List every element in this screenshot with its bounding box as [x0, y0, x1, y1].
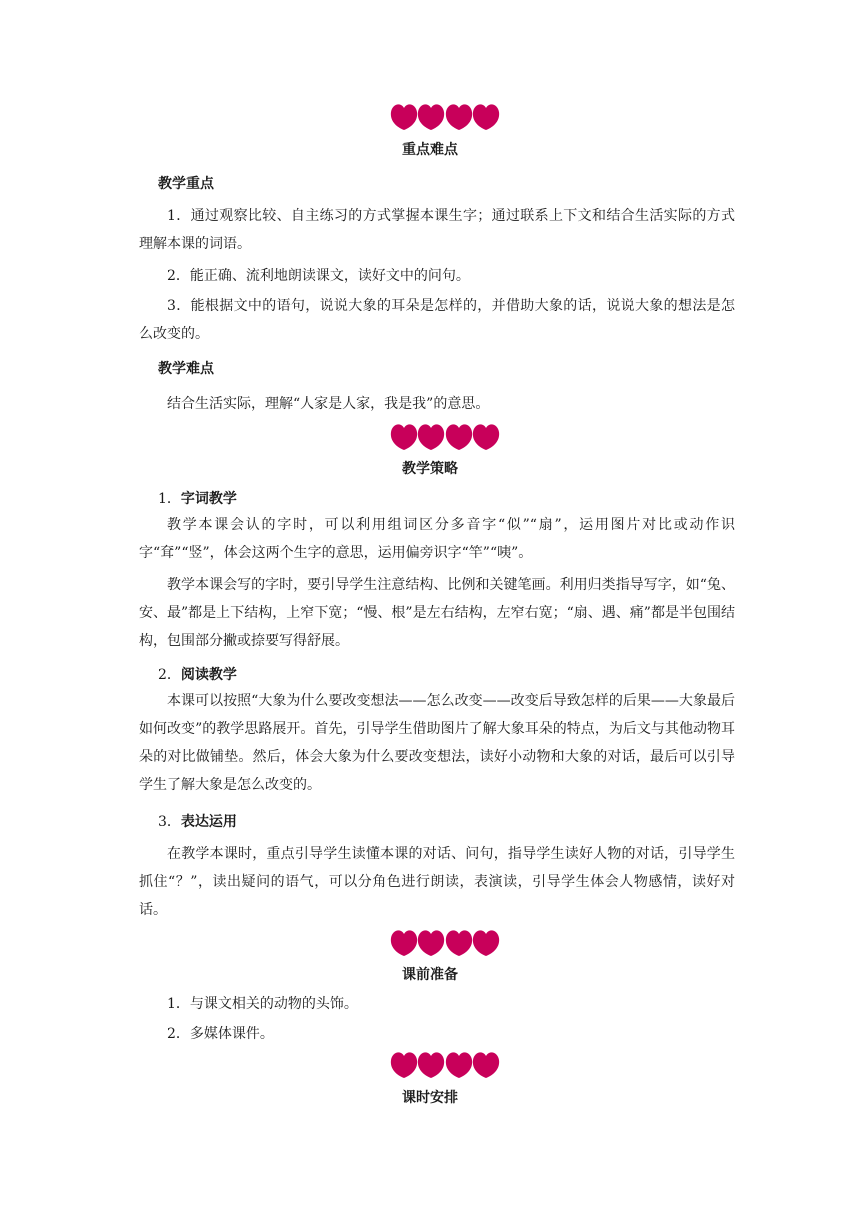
item-label: 表达运用 [180, 814, 237, 830]
subheading-teaching-focus: 教学重点 [158, 176, 214, 192]
preparation-item: 1．与课文相关的动物的头饰。 [167, 996, 358, 1012]
item-label: 字词教学 [180, 491, 237, 507]
strategy-paragraph: 教学本课会认的字时，可以利用组词区分多音字“似”“扇”，运用图片对比或动作识字“耷”“竖”，体会这两个生字的意思，运用偏旁识字“竿”“咦”。 [139, 517, 735, 561]
subheading-teaching-difficulty: 教学难点 [158, 361, 214, 377]
strategy-paragraph: 在教学本课时，重点引导学生读懂本课的对话、问句，指导学生读好人物的对话，引导学生抓住“？”，读出疑问的语气，可以分角色进行朗读，表演读，引导学生体会人物感情，读好对话。 [139, 846, 735, 918]
focus-item: 1．通过观察比较、自主练习的方式掌握本课生字；通过联系上下文和结合生活实际的方式理解本课的词语。 [139, 208, 735, 252]
focus-item: 2．能正确、流利地朗读课文，读好文中的问句。 [167, 268, 470, 284]
strategy-item-heading [158, 813, 237, 831]
item-number: 2． [158, 667, 181, 683]
strategy-paragraph: 本课可以按照“大象为什么要改变想法——怎么改变——改变后导致怎样的后果——大象最后如何改变”的教学思路展开。首先，引导学生借助图片了解大象耳朵的特点，为后文与其他动物耳朵的对比做铺垫。然后，体会大象为什么要改变想法，读好小动物和大象的对话，最后可以引导学生了解大象是怎么改变的。 [139, 693, 735, 793]
strategy-paragraph: 教学本课会写的字时，要引导学生注意结构、比例和关键笔画。利用归类指导写字，如“兔、安、最”都是上下结构，上窄下宽；“慢、根”是左右结构，左窄右宽；“扇、遇、痛”都是半包围结构，包围部分撇或捺要写得舒展。 [139, 577, 735, 649]
section-divider-icon [389, 1050, 501, 1080]
section-title-preparation: 课前准备 [402, 967, 458, 983]
section-divider-icon [389, 422, 501, 452]
section-title-schedule: 课时安排 [402, 1090, 458, 1106]
section-title-strategy: 教学策略 [402, 461, 458, 477]
strategy-item-heading [158, 490, 237, 508]
section-divider-icon [389, 928, 501, 958]
focus-item: 3．能根据文中的语句，说说大象的耳朵是怎样的，并借助大象的话，说说大象的想法是怎么改变的。 [139, 298, 735, 342]
item-number: 1． [158, 491, 181, 507]
preparation-item: 2．多媒体课件。 [167, 1026, 274, 1042]
difficulty-text: 结合生活实际，理解“人家是人家，我是我”的意思。 [167, 396, 490, 412]
item-label: 阅读教学 [180, 667, 237, 683]
strategy-item-heading [158, 666, 237, 684]
item-number: 3． [158, 814, 181, 830]
section-divider-icon [389, 102, 501, 132]
section-title-key-points: 重点难点 [402, 142, 458, 158]
